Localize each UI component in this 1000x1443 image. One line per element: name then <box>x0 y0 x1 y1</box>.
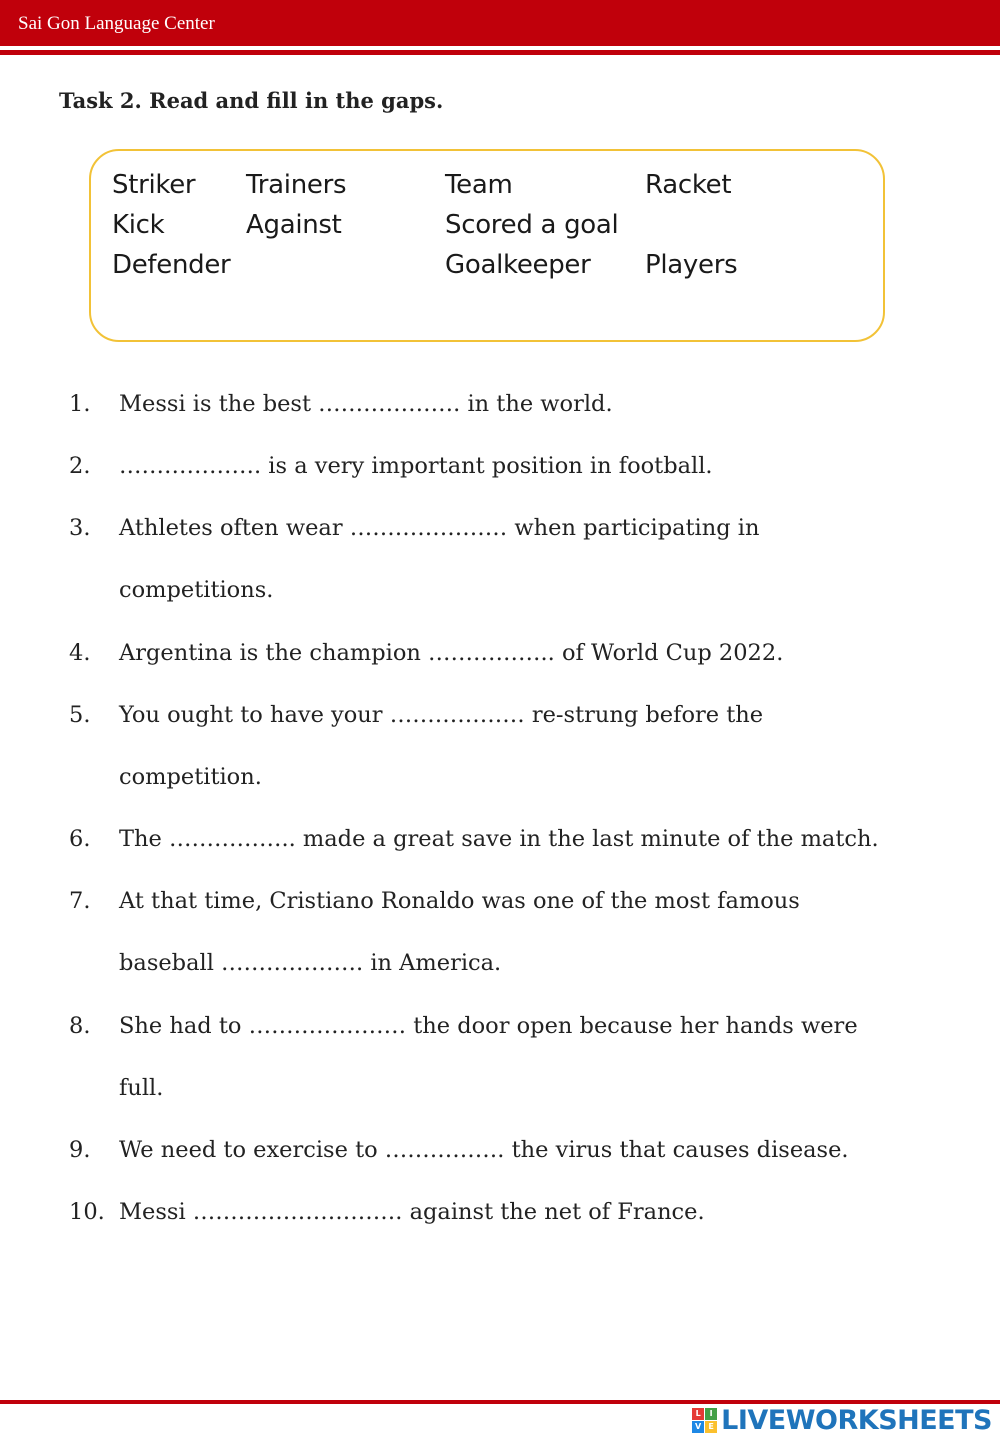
word-bank-item: Scored a goal <box>445 210 619 240</box>
question-text: Argentina is the champion …………….. of World Cup 2022. <box>119 640 784 666</box>
header-title: Sai Gon Language Center <box>18 13 215 34</box>
word-bank-item: Team <box>445 170 513 200</box>
header-band <box>0 0 1000 46</box>
task-title: Task 2. Read and fill in the gaps. <box>59 88 444 113</box>
question-text: Messi ………………………. against the net of France. <box>119 1199 705 1225</box>
header-rule <box>0 50 1000 55</box>
question-number: 7. <box>69 888 91 914</box>
question-number: 10. <box>69 1199 105 1225</box>
question-text: She had to ………………… the door open because her hands were <box>119 1013 858 1039</box>
question-text-continued: full. <box>119 1075 164 1101</box>
question-text: At that time, Cristiano Ronaldo was one of the most famous <box>119 888 800 914</box>
word-bank-item: Players <box>645 250 738 280</box>
word-bank-item: Trainers <box>246 170 347 200</box>
question-number: 1. <box>69 391 91 417</box>
word-bank-item: Striker <box>112 170 196 200</box>
question-text: ………………. is a very important position in football. <box>119 453 713 479</box>
question-text: The …………….. made a great save in the last minute of the match. <box>119 826 879 852</box>
question-number: 8. <box>69 1013 91 1039</box>
question-text: You ought to have your ……………… re-strung before the <box>119 702 764 728</box>
question-number: 9. <box>69 1137 91 1163</box>
liveworksheets-brand-text: LIVEWORKSHEETS <box>721 1405 992 1436</box>
logo-letter: E <box>705 1421 717 1433</box>
question-number: 5. <box>69 702 91 728</box>
question-text: We need to exercise to ……………. the virus that causes disease. <box>119 1137 849 1163</box>
question-text-continued: competition. <box>119 764 262 790</box>
question-text: Athletes often wear ………………… when participating in <box>119 515 760 541</box>
footer-rule <box>0 1400 1000 1404</box>
logo-letter: I <box>705 1408 717 1420</box>
liveworksheets-logo <box>692 1405 992 1436</box>
question-text: Messi is the best ………………. in the world. <box>119 391 613 417</box>
question-number: 2. <box>69 453 91 479</box>
liveworksheets-logo-icon <box>692 1408 717 1433</box>
word-bank-item: Against <box>246 210 342 240</box>
question-text-continued: competitions. <box>119 577 274 603</box>
word-bank-item: Kick <box>112 210 165 240</box>
logo-letter: L <box>692 1408 704 1420</box>
word-bank-item: Goalkeeper <box>445 250 591 280</box>
question-number: 6. <box>69 826 91 852</box>
word-bank-item: Racket <box>645 170 732 200</box>
word-bank-item: Defender <box>112 250 231 280</box>
logo-letter: V <box>692 1421 704 1433</box>
question-number: 4. <box>69 640 91 666</box>
question-text-continued: baseball ………………. in America. <box>119 950 502 976</box>
question-number: 3. <box>69 515 91 541</box>
